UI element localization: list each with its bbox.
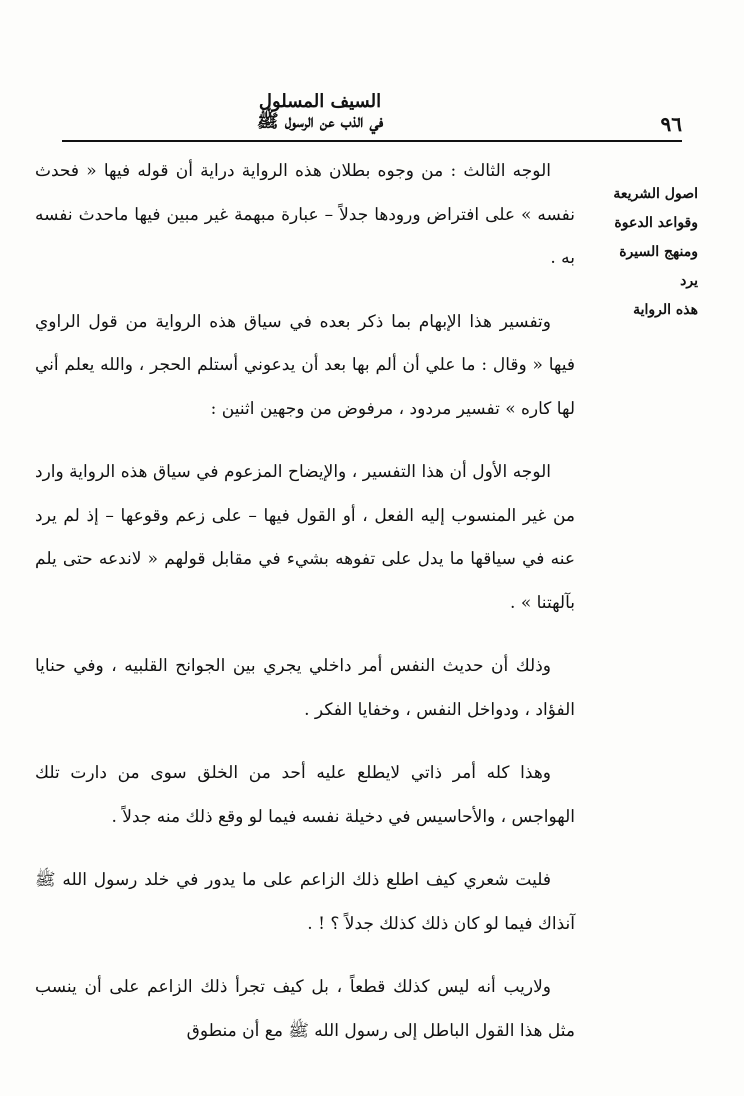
paragraph: وتفسير هذا الإبهام بما ذكر بعده في سياق هذه الرواية من قول الراوي فيها « وقال : ما علي أن ألم بها بعد أن يدعوني أستلم الحجر ، والله يعلم أني لها كاره » تفسير مردود ، مرفوض من وجهين اثنين : — [35, 311, 575, 419]
page-number: ٩٦ — [660, 112, 682, 136]
paragraph: فليت شعري كيف اطلع ذلك الزاعم على ما يدور في خلد رسول الله ﷺ آنذاك فيما لو كان ذلك كذلك جدلاً ؟ ! . — [35, 870, 575, 934]
paragraph: الوجه الأول أن هذا التفسير ، والإيضاح المزعوم في سياق هذه الرواية وارد من غير المنسوب إليه الفعل ، أو القول فيها – على زعم وقوعها – إذ لم يرد عنه في سياقها ما يدل على تفوهه بشيء في مقابل قولهم « لاندعه حتى يلم بآلهتنا » . — [35, 462, 575, 613]
margin-note-line: ومنهج السيرة يرد — [619, 244, 698, 289]
margin-note-line: وقواعد الدعوة — [614, 215, 698, 231]
header-rule — [62, 140, 682, 142]
margin-note-line: اصول الشريعة — [613, 186, 698, 202]
margin-note-line: هذه الرواية — [633, 302, 698, 318]
paragraph: ولاريب أنه ليس كذلك قطعاً ، بل كيف تجرأ ذلك الزاعم على أن ينسب مثل هذا القول الباطل إلى رسول الله ﷺ مع أن منطوق — [35, 977, 575, 1041]
paragraph: وهذا كله أمر ذاتي لايطلع عليه أحد من الخلق سوى من دارت تلك الهواجس ، والأحاسيس في دخيلة نفسه فيما لو وقع ذلك منه جدلاً . — [35, 763, 575, 827]
body-text — [35, 150, 575, 1073]
running-header-title — [245, 92, 395, 132]
margin-note — [602, 180, 698, 325]
paragraph: الوجه الثالث : من وجوه بطلان هذه الرواية دراية أن قوله فيها « فحدث نفسه » على افتراض ورودها جدلاً – عبارة مبهمة غير مبين فيها ماحدث نفسه به . — [35, 161, 575, 268]
header-title-line1: السيف المسلول — [258, 91, 382, 112]
header-title-line2: في الذب عن الرسول ﷺ — [256, 111, 384, 132]
paragraph: وذلك أن حديث النفس أمر داخلي يجري بين الجوانح القلبيه ، وفي حنايا الفؤاد ، ودواخل النفس ، وخفايا الفكر . — [35, 656, 575, 720]
